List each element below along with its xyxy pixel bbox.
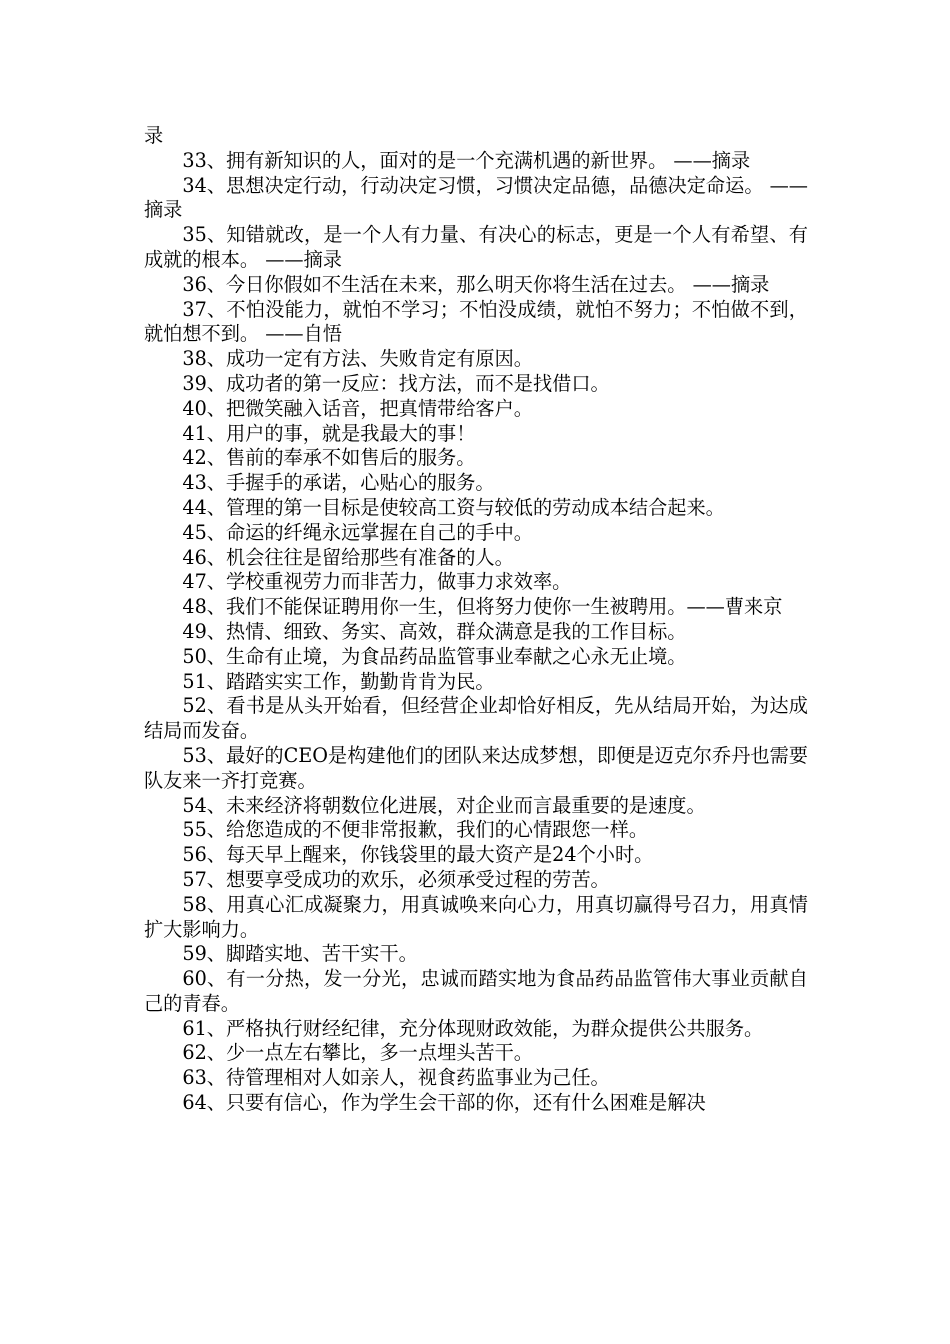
paragraph: 52、看书是从头开始看，但经营企业却恰好相反，先从结局开始，为达成结局而发奋。 xyxy=(144,694,808,743)
paragraph: 54、未来经济将朝数位化进展，对企业而言最重要的是速度。 xyxy=(182,793,706,817)
paragraph: 40、把微笑融入话音，把真情带给客户。 xyxy=(182,396,533,420)
paragraph: 49、热情、细致、务实、高效，群众满意是我的工作目标。 xyxy=(182,619,687,643)
paragraph: 47、学校重视劳力而非苦力，做事力求效率。 xyxy=(182,570,572,594)
paragraph: 42、售前的奉承不如售后的服务。 xyxy=(182,446,476,470)
paragraph: 34、思想决定行动，行动决定习惯，习惯决定品德，品德决定命运。 ——摘录 xyxy=(144,173,808,222)
paragraph-list xyxy=(144,149,808,1116)
paragraph: 61、严格执行财经纪律，充分体现财政效能，为群众提供公共服务。 xyxy=(182,1016,764,1040)
paragraph: 35、知错就改，是一个人有力量、有决心的标志，更是一个人有希望、有成就的根本。 ——摘录 xyxy=(144,223,808,271)
paragraph: 60、有一分热，发一分光，忠诚而踏实地为食品药品监管伟大事业贡献自己的青春。 xyxy=(144,967,808,1015)
paragraph: 56、每天早上醒来，你钱袋里的最大资产是24个小时。 xyxy=(182,843,654,867)
paragraph: 59、脚踏实地、苦干实干。 xyxy=(182,942,418,966)
leading-fragment: 录 xyxy=(144,124,164,147)
paragraph: 44、管理的第一目标是使较高工资与较低的劳动成本结合起来。 xyxy=(182,495,725,519)
paragraph: 38、成功一定有方法、失败肯定有原因。 xyxy=(182,347,533,371)
paragraph: 45、命运的纤绳永远掌握在自己的手中。 xyxy=(182,520,533,544)
paragraph: 64、只要有信心，作为学生会干部的你，还有什么困难是解决 xyxy=(182,1091,706,1115)
paragraph: 48、我们不能保证聘用你一生，但将努力使你一生被聘用。——曹来京 xyxy=(182,595,783,619)
paragraph: 33、拥有新知识的人，面对的是一个充满机遇的新世界。 ——摘录 xyxy=(182,148,751,172)
paragraph: 58、用真心汇成凝聚力，用真诚唤来向心力，用真切赢得号召力，用真情扩大影响力。 xyxy=(144,892,808,941)
paragraph: 55、给您造成的不便非常报歉，我们的心情跟您一样。 xyxy=(182,818,649,842)
document-page xyxy=(144,124,808,1116)
paragraph: 53、最好的CEO是构建他们的团队来达成梦想，即便是迈克尔乔丹也需要队友来一齐打竞赛。 xyxy=(144,743,808,792)
paragraph: 50、生命有止境，为食品药品监管事业奉献之心永无止境。 xyxy=(182,644,687,668)
paragraph: 62、少一点左右攀比，多一点埋头苦干。 xyxy=(182,1041,533,1065)
paragraph: 36、今日你假如不生活在未来，那么明天你将生活在过去。 ——摘录 xyxy=(182,272,770,296)
paragraph: 37、不怕没能力，就怕不学习；不怕没成绩，就怕不努力；不怕做不到，就怕想不到。 ——自悟 xyxy=(144,297,808,346)
paragraph: 41、用户的事，就是我最大的事！ xyxy=(182,421,476,445)
paragraph: 39、成功者的第一反应：找方法，而不是找借口。 xyxy=(182,371,610,395)
paragraph: 43、手握手的承诺，心贴心的服务。 xyxy=(182,471,495,495)
paragraph: 63、待管理相对人如亲人，视食药监事业为己任。 xyxy=(182,1066,610,1090)
paragraph: 46、机会往往是留给那些有准备的人。 xyxy=(182,545,514,569)
paragraph: 51、踏踏实实工作，勤勤肯肯为民。 xyxy=(182,669,495,693)
paragraph: 57、想要享受成功的欢乐，必须承受过程的劳苦。 xyxy=(182,867,610,891)
